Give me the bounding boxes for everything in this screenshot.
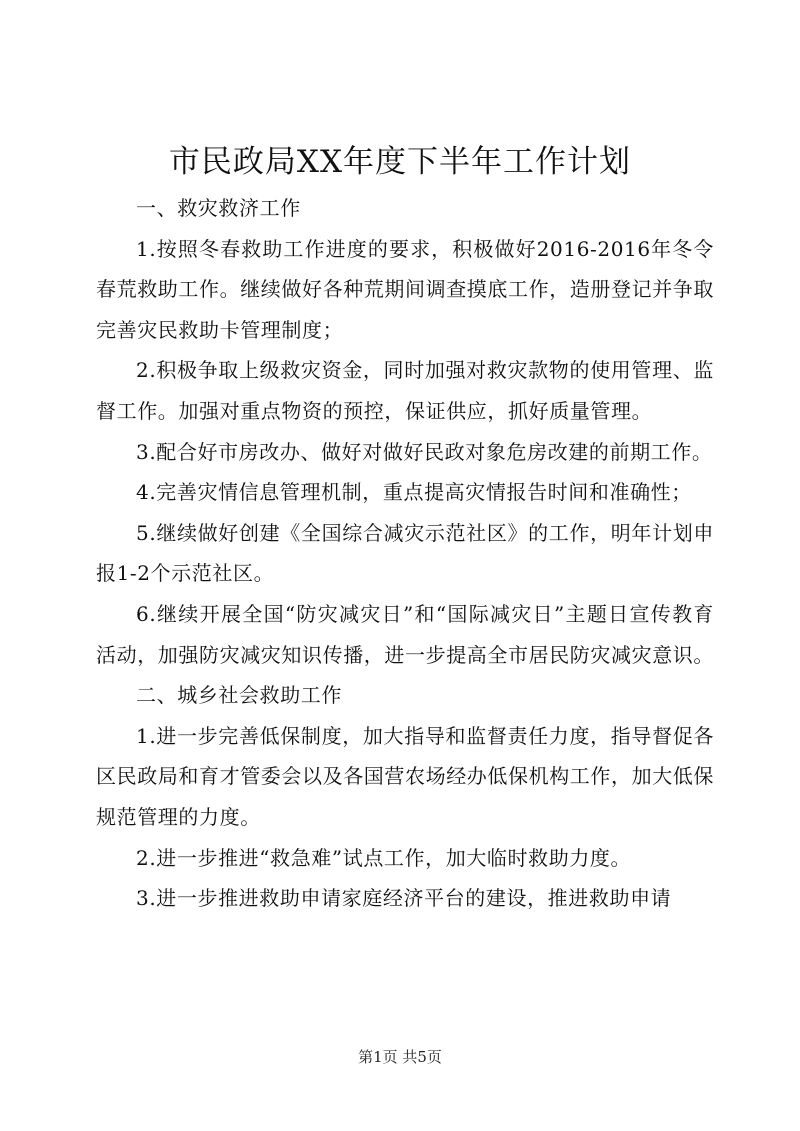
document-body xyxy=(96,188,714,919)
section-heading-social-assistance: 二、城乡社会救助工作 xyxy=(136,683,342,708)
paragraph-item: 4.完善灾情信息管理机制，重点提高灾情报告时间和准确性； xyxy=(136,480,692,505)
document-title: 市民政局XX年度下半年工作计划 xyxy=(168,144,632,180)
paragraph-item: 5.继续做好创建《全国综合减灾示范社区》的工作，明年计划申报1-2个示范社区。 xyxy=(96,520,714,586)
page-number-footer: 第1页 共5页 xyxy=(358,1048,442,1066)
paragraph-item: 2.进一步推进“救急难”试点工作，加大临时救助力度。 xyxy=(136,845,632,870)
paragraph-item: 3.配合好市房改办、做好对做好民政对象危房改建的前期工作。 xyxy=(136,439,713,464)
paragraph-item: 6.继续开展全国“防灾减灾日”和“国际减灾日”主题日宣传教育活动，加强防灾减灾知识传播，进一步提高全市居民防灾减灾意识。 xyxy=(96,601,714,667)
paragraph-item: 2.积极争取上级救灾资金，同时加强对救灾款物的使用管理、监督工作。加强对重点物资的预控，保证供应，抓好质量管理。 xyxy=(96,358,714,423)
paragraph-item: 3.进一步推进救助申请家庭经济平台的建设，推进救助申请 xyxy=(136,886,672,911)
section-heading-disaster-relief: 一、救灾救济工作 xyxy=(136,196,301,220)
paragraph-item: 1.按照冬春救助工作进度的要求，积极做好2016-2016年冬令春荒救助工作。继续做好各种荒期间调查摸底工作，造册登记并争取完善灾民救助卡管理制度； xyxy=(96,236,714,342)
paragraph-item: 1.进一步完善低保制度，加大指导和监督责任力度，指导督促各区民政局和育才管委会以及各国营农场经办低保机构工作，加大低保规范管理的力度。 xyxy=(96,723,714,829)
